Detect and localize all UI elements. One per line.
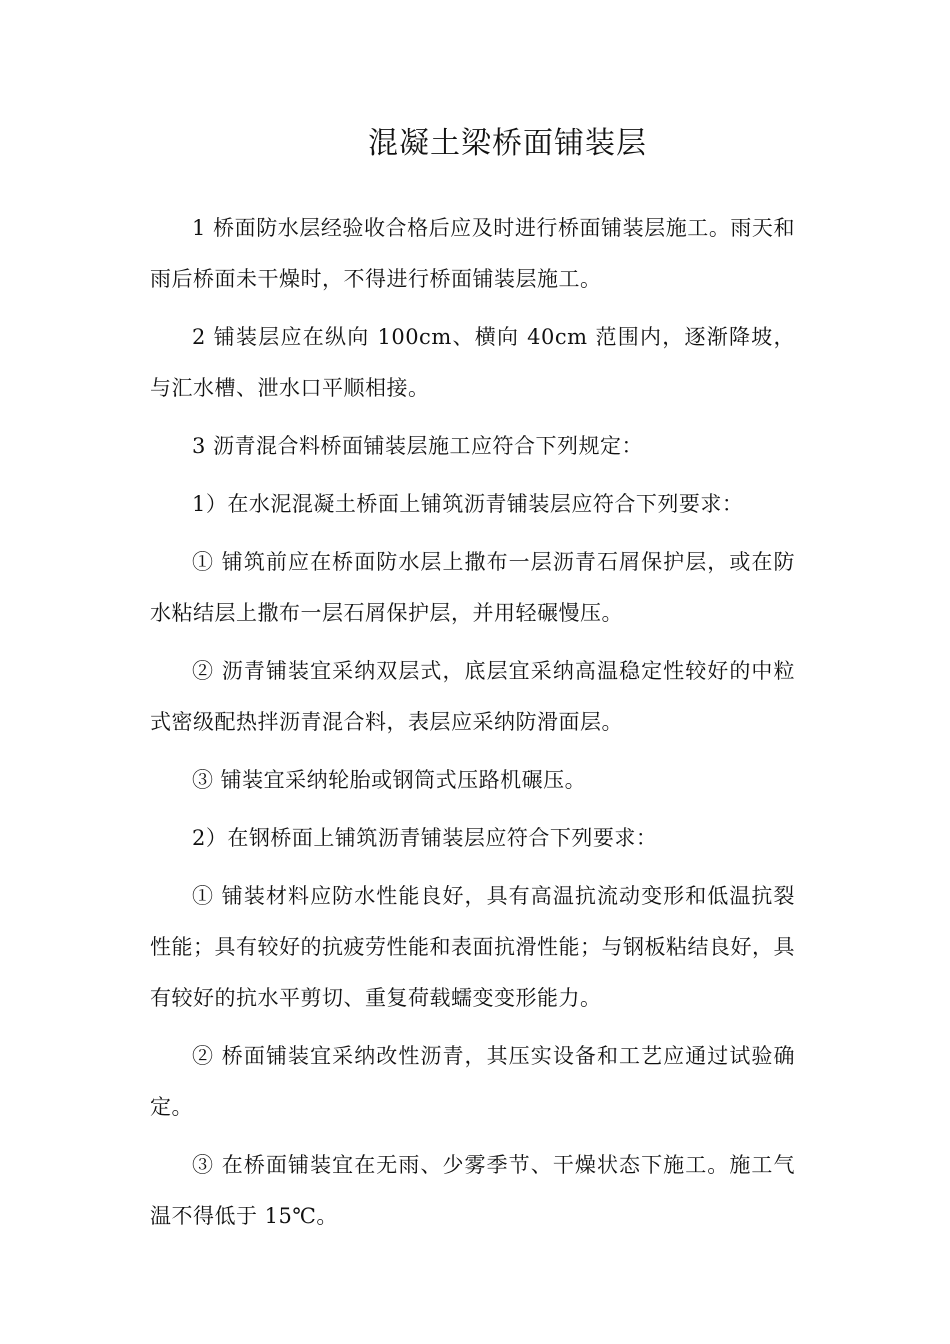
paragraph-5: ① 铺筑前应在桥面防水层上撒布一层沥青石屑保护层，或在防水粘结层上撒布一层石屑保护层，并用轻碾慢压。 bbox=[150, 550, 795, 625]
paragraph-8: 2）在钢桥面上铺筑沥青铺装层应符合下列要求： bbox=[192, 826, 658, 850]
document-title: 混凝土梁桥面铺装层 bbox=[368, 126, 647, 161]
document-page bbox=[150, 118, 795, 1249]
paragraph-9: ① 铺装材料应防水性能良好，具有高温抗流动变形和低温抗裂性能；具有较好的抗疲劳性能和表面抗滑性能；与钢板粘结良好，具有较好的抗水平剪切、重复荷载蠕变变形能力。 bbox=[150, 884, 795, 1010]
paragraph-3: 3 沥青混合料桥面铺装层施工应符合下列规定： bbox=[192, 434, 644, 458]
paragraph-2: 2 铺装层应在纵向 100cm、横向 40cm 范围内，逐渐降坡，与汇水槽、泄水口平顺相接。 bbox=[150, 325, 795, 400]
paragraph-10: ② 桥面铺装宜采纳改性沥青，其压实设备和工艺应通过试验确定。 bbox=[150, 1044, 795, 1119]
paragraph-7: ③ 铺装宜采纳轮胎或钢筒式压路机碾压。 bbox=[192, 768, 587, 792]
paragraph-4: 1）在水泥混凝土桥面上铺筑沥青铺装层应符合下列要求： bbox=[192, 492, 744, 516]
paragraph-11: ③ 在桥面铺装宜在无雨、少雾季节、干燥状态下施工。施工气温不得低于 15℃。 bbox=[150, 1153, 795, 1228]
paragraph-6: ② 沥青铺装宜采纳双层式，底层宜采纳高温稳定性较好的中粒式密级配热拌沥青混合料，表层应采纳防滑面层。 bbox=[150, 659, 795, 734]
paragraph-1: 1 桥面防水层经验收合格后应及时进行桥面铺装层施工。雨天和雨后桥面未干燥时，不得进行桥面铺装层施工。 bbox=[150, 216, 795, 291]
